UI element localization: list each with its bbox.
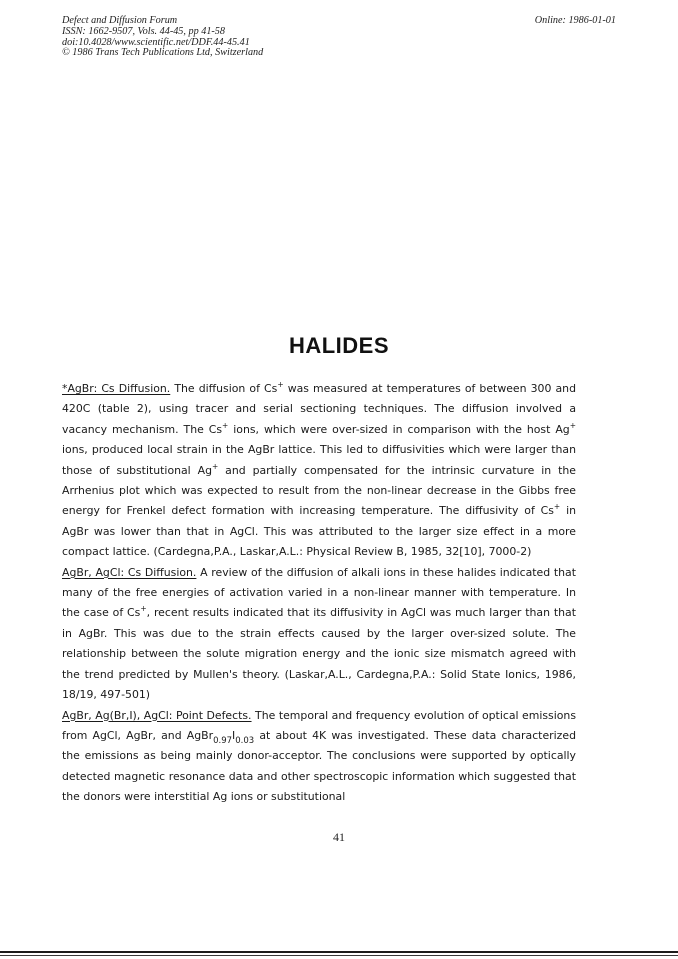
- page-number: 41: [333, 830, 345, 844]
- journal-name: Defect and Diffusion Forum: [62, 15, 178, 26]
- entry-agbr-cs-diffusion: *AgBr: Cs Diffusion. The diffusion of Cs+ was measured at temperatures of between 300 and 420C (table 2), using tracer and serial sectioning techniques. The diffusion involved a vacancy mechanism. The Cs+ ions, which were over-sized in comparison with the host Ag+ ions, produced local strain in the AgBr lattice. This led to diffusivities which were larger than those of substitutional Ag+ and partially compensated for the intrinsic curvature in the Arrhenius plot which was expected to result from the non-linear decrease in the Gibbs free energy for Frenkel defect formation with increasing temperature. The diffusivity of Cs+ in AgBr was lower than that in AgCl. This was attributed to the larger size effect in a more compact lattice. (Cardegna,P.A., Laskar,A.L.: Physical Review B, 1985, 32[10], 7000-2): [62, 380, 576, 559]
- online-date: Online: 1986-01-01: [534, 15, 616, 26]
- article-body: [62, 379, 576, 808]
- issn-line: ISSN: 1662-9507, Vols. 44-45, pp 41-58: [62, 25, 225, 37]
- entry-heading: *AgBr: Cs Diffusion.: [62, 382, 171, 395]
- copyright-line: © 1986 Trans Tech Publications Ltd, Switzerland: [62, 47, 264, 59]
- entry-heading: AgBr, Ag(Br,I), AgCl: Point Defects.: [62, 708, 252, 722]
- section-title: HALIDES: [288, 333, 390, 358]
- entry-heading: AgBr, AgCl: Cs Diffusion.: [62, 565, 197, 579]
- journal-header: [62, 16, 263, 59]
- doi-line[interactable]: doi:10.4028/www.scientific.net/DDF.44-45.41: [62, 36, 250, 48]
- entry-point-defects: AgBr, Ag(Br,I), AgCl: Point Defects. The temporal and frequency evolution of optical emissions from AgCl, AgBr, and $AgBr_{0.97}I_{0.03}$ at about 4K was investigated. These data characterized the emissions as being mainly donor-acceptor. The conclusions were supported by optically detected magnetic resonance data and other spectroscopic information which suggested that the donors were interstitial Ag ions or substitutional: [62, 708, 576, 804]
- entry-agbr-agcl-cs-diffusion: AgBr, AgCl: Cs Diffusion. A review of the diffusion of alkali ions in these halides indicated that many of the free energies of activation varied in a non-linear manner with temperature. In the case of Cs+, recent results indicated that its diffusivity in AgCl was much larger than that in AgBr. This was due to the strain effects caused by the larger over-sized solute. The relationship between the solute migration energy and the ionic size mismatch agreed with the trend predicted by Mullen's theory. (Laskar,A.L., Cardegna,P.A.: Solid State Ionics, 1986, 18/19, 497-501): [62, 565, 576, 702]
- footer-rule-thin: [0, 955, 678, 956]
- footer-rule: [0, 951, 678, 953]
